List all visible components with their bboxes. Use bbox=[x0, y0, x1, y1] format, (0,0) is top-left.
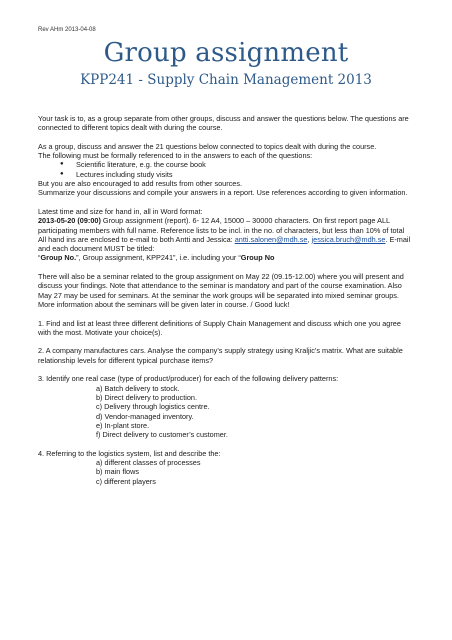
document-body bbox=[38, 114, 414, 486]
question-3-item: c) Delivery through logistics centre. bbox=[96, 402, 210, 412]
question-3-item: b) Direct delivery to production. bbox=[96, 392, 197, 402]
email-intro: All hand ins are enclosed to e-mail to both Antti and Jessica: bbox=[38, 234, 235, 244]
email-link-antti[interactable]: antti.salonen@mdh.se bbox=[234, 234, 308, 244]
question-1: 1. Find and list at least three different definitions of Supply Chain Management and discuss which one you agree with the most. Motivate your choice(s). bbox=[38, 318, 401, 337]
deadline-date: 2013-05-20 (09:00) bbox=[38, 216, 101, 226]
page-subtitle: KPP241 - Supply Chain Management 2013 bbox=[80, 72, 372, 88]
intro-paragraph: But you are also encouraged to add results from other sources. bbox=[38, 179, 243, 189]
question-4-item: b) main flows bbox=[96, 467, 139, 477]
group-no-label: Group No. bbox=[40, 253, 77, 263]
deadline-details: Group assignment (report). 6- 12 A4, 15000 – 30000 characters. On first report page ALL participating members with full name. Reference lists to be incl. in the no. of characters, but less than 10% of total bbox=[38, 216, 405, 235]
revision-note: Rev AHm 2013-04-08 bbox=[38, 27, 96, 33]
handin-email: All hand ins are enclosed to e-mail to both Antti and Jessica: antti.salonen@mdh.se, jessica.bruch@mdh.se. E-mail and each document MUST be titled: bbox=[38, 234, 411, 254]
question-4-item: c) different players bbox=[96, 476, 156, 486]
page-title: Group assignment bbox=[103, 38, 349, 68]
bullet-item: ● Scientific literature, e.g. the course book bbox=[38, 160, 414, 169]
email-link-jessica[interactable]: jessica.bruch@mdh.se bbox=[311, 234, 386, 244]
intro-paragraph: The following must be formally referenced to in the answers to each of the questions: bbox=[38, 151, 313, 161]
title-format-middle: ”, Group assignment, KPP241”, i.e. including your “ bbox=[76, 253, 241, 263]
intro-paragraph: Summarize your discussions and compile your answers in a report. Use references according to given information. bbox=[38, 188, 408, 198]
handin-deadline bbox=[38, 216, 414, 235]
intro-paragraph: As a group, discuss and answer the 21 questions below connected to topics dealt with during the course. bbox=[38, 141, 377, 151]
handin-heading: Latest time and size for hand in, all in Word format: bbox=[38, 206, 203, 216]
email-outro: . E-mail and each document MUST be titled: bbox=[38, 234, 411, 254]
question-2: 2. A company manufactures cars. Analyse the company’s supply strategy using Kraljic’s matrix. What are suitable relationship levels for different typical purchase items? bbox=[38, 346, 403, 365]
bullet-item: ● Lectures including study visits bbox=[38, 170, 414, 179]
question-3-item: a) Batch delivery to stock. bbox=[96, 383, 180, 393]
seminar-paragraph: There will also be a seminar related to the group assignment on May 22 (09.15-12.00) where you will present and discuss your findings. Note that attendance to the seminar is mandatory and part of the course examination. Also May 27 may be used for seminars. At the seminar the work groups will be separated into mixed seminar groups. More information about the seminars will be given later in course. / Good luck! bbox=[38, 272, 404, 309]
question-4-item: a) different classes of processes bbox=[96, 457, 201, 467]
question-4: 4. Referring to the logistics system, list and describe the: bbox=[38, 448, 221, 458]
question-3-item: f) Direct delivery to customer’s customer. bbox=[96, 430, 228, 440]
handin-title-format bbox=[38, 253, 414, 262]
group-no-label: Group No bbox=[240, 253, 275, 263]
question-3: 3. Identify one real case (type of product/producer) for each of the following delivery patterns: bbox=[38, 374, 339, 384]
intro-paragraph: Your task is to, as a group separate from other groups, discuss and answer the questions below. The questions are connected to different topics dealt with during the course. bbox=[38, 114, 409, 133]
quote-mark: “ bbox=[38, 253, 41, 263]
question-3-item: d) Vendor-managed inventory. bbox=[96, 411, 194, 421]
question-3-item: e) In-plant store. bbox=[96, 420, 150, 430]
